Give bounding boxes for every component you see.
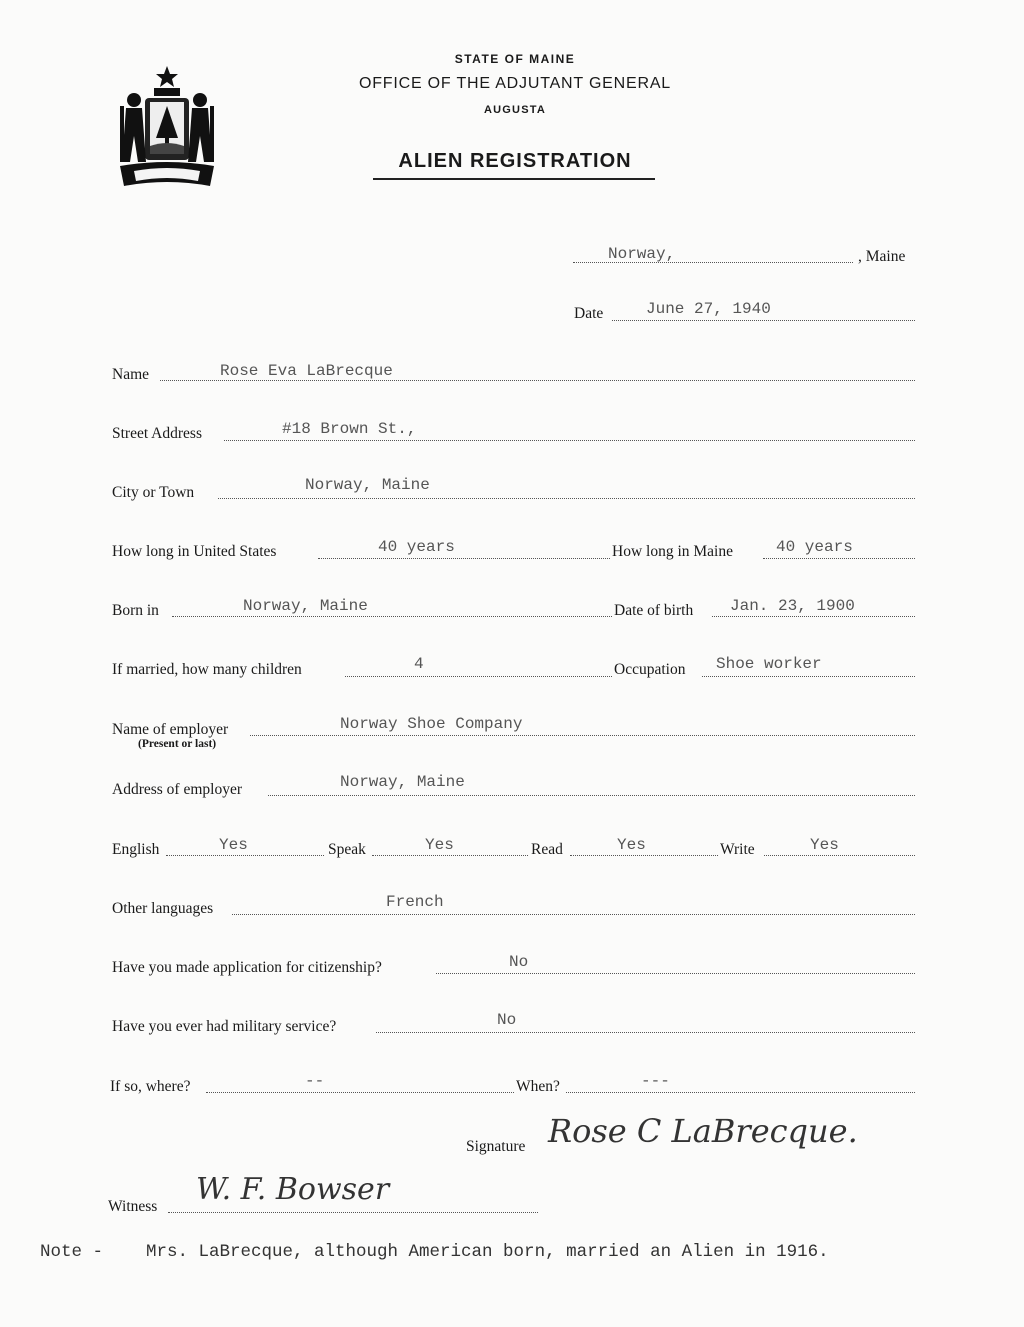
header-city: AUGUSTA	[484, 104, 546, 116]
born-in-label: Born in	[112, 602, 159, 619]
where-label: If so, where?	[110, 1078, 191, 1095]
occupation-value: Shoe worker	[716, 655, 822, 673]
note-text: Mrs. LaBrecque, although American born, married an Alien in 1916.	[146, 1242, 829, 1262]
when-label: When?	[516, 1078, 560, 1095]
military-value: No	[497, 1011, 517, 1029]
signature-value: Rose C LaBrecque.	[548, 1112, 858, 1150]
employer-address-line	[268, 795, 915, 796]
write-label: Write	[720, 841, 755, 858]
read-line	[570, 855, 718, 856]
street-label: Street Address	[112, 425, 202, 442]
occupation-label: Occupation	[614, 661, 686, 678]
street-value: #18 Brown St.,	[282, 420, 417, 438]
witness-line	[168, 1212, 538, 1213]
name-label: Name	[112, 366, 150, 383]
dob-value: Jan. 23, 1900	[730, 597, 855, 615]
place-suffix: , Maine	[858, 248, 906, 265]
city-value: Norway, Maine	[305, 476, 430, 494]
other-languages-label: Other languages	[112, 900, 214, 917]
born-in-line	[172, 616, 612, 617]
dob-label: Date of birth	[614, 602, 694, 619]
witness-value: W. F. Bowser	[196, 1172, 390, 1207]
where-value: --	[305, 1072, 325, 1090]
occupation-line	[702, 676, 915, 677]
speak-label: Speak	[328, 841, 366, 858]
header-office: OFFICE OF THE ADJUTANT GENERAL	[358, 75, 672, 92]
english-line	[166, 855, 324, 856]
citizenship-label: Have you made application for citizenship?	[112, 959, 382, 976]
children-line	[345, 676, 612, 677]
other-languages-value: French	[386, 893, 444, 911]
title-underline	[373, 178, 655, 180]
employer-value: Norway Shoe Company	[340, 715, 523, 733]
english-value: Yes	[219, 836, 248, 854]
maine-time-value: 40 years	[776, 538, 853, 556]
when-value: ---	[641, 1072, 670, 1090]
us-time-value: 40 years	[378, 538, 455, 556]
name-value: Rose Eva LaBrecque	[220, 362, 393, 380]
date-label: Date	[574, 305, 604, 322]
children-value: 4	[414, 655, 424, 673]
military-label: Have you ever had military service?	[112, 1018, 337, 1035]
citizenship-line	[436, 973, 915, 974]
speak-line	[372, 855, 528, 856]
date-value: June 27, 1940	[646, 300, 771, 318]
write-value: Yes	[810, 836, 839, 854]
place-value: Norway,	[608, 245, 676, 263]
speak-value: Yes	[425, 836, 454, 854]
where-line	[206, 1092, 514, 1093]
maine-time-label: How long in Maine	[612, 543, 733, 560]
employer-address-label: Address of employer	[112, 781, 242, 798]
street-line	[224, 440, 915, 441]
city-label: City or Town	[112, 484, 195, 501]
maine-time-line	[763, 558, 915, 559]
other-languages-line	[232, 914, 915, 915]
employer-address-value: Norway, Maine	[340, 773, 465, 791]
children-label: If married, how many children	[112, 661, 302, 678]
when-line	[566, 1092, 915, 1093]
write-line	[764, 855, 915, 856]
city-line	[218, 498, 915, 499]
us-time-line	[318, 558, 610, 559]
born-in-value: Norway, Maine	[243, 597, 368, 615]
military-line	[376, 1032, 915, 1033]
read-value: Yes	[617, 836, 646, 854]
note-label: Note -	[40, 1242, 104, 1262]
english-label: English	[112, 841, 160, 858]
employer-label: Name of employer	[112, 721, 229, 738]
employer-line	[250, 735, 915, 736]
employer-sublabel: (Present or last)	[138, 738, 217, 750]
read-label: Read	[531, 841, 563, 858]
dob-line	[712, 616, 915, 617]
maine-state-seal-icon	[112, 62, 222, 190]
maine-state-seal	[112, 62, 222, 190]
signature-label: Signature	[466, 1138, 526, 1155]
witness-label: Witness	[108, 1198, 158, 1215]
header-state: STATE OF MAINE	[454, 52, 576, 66]
us-time-label: How long in United States	[112, 543, 277, 560]
citizenship-value: No	[509, 953, 529, 971]
date-line	[612, 320, 915, 321]
name-line	[160, 380, 915, 381]
form-title: ALIEN REGISTRATION	[398, 150, 632, 172]
